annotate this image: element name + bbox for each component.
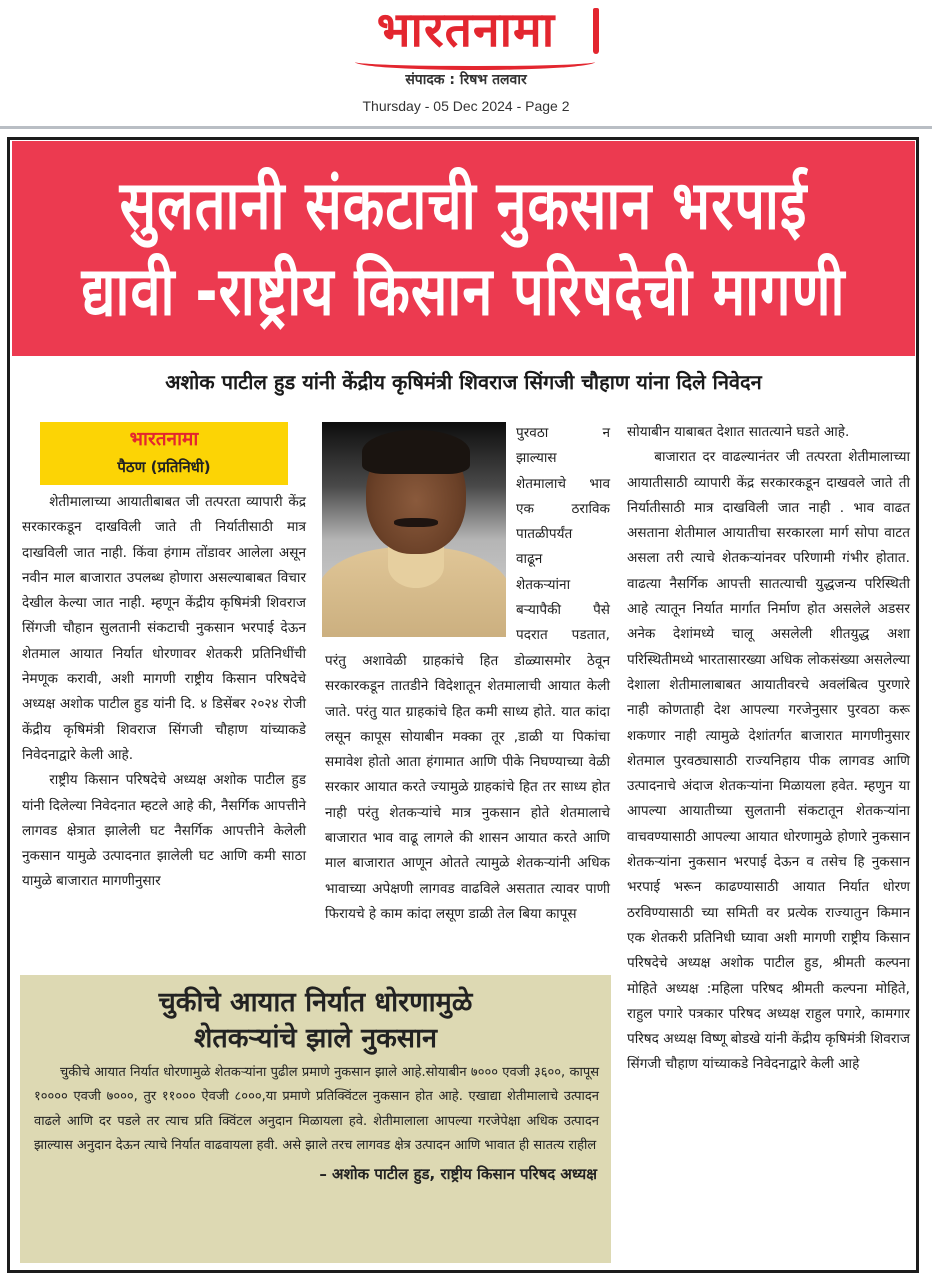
editor-line: संपादक : रिषभ तलवार [405, 72, 527, 88]
headline-line-1: सुलतानी संकटाची नुकसान भरपाई [119, 165, 808, 245]
box-title [20, 985, 611, 1057]
paragraph: परंतु अशावेळी ग्राहकांचे हित डोळ्यासमोर ठेवून सरकारकडून तातडीने विदेशातून शेतमालाची आयात केली जाते. परंतु यात ग्राहकांचे हित कमी साध्य होते. यात कांदा लसून कापूस सोयाबीन मक्का तूर ,डाळी या पिकांचा समावेश होतो आता हंगामात आणि पीके निघण्याच्या वेळी सरकार आयात करते ज्यामुळे ग्राहकांचे हित तर साध्य होत नाही परंतु शेतकऱ्यांचे मात्र नुकसान होते शेतमालाचे बाजारात भाव वाढू लागले की शासन आयात करते आणि माल बाजारात आणून ओतते त्यामुळे शेतकऱ्यांनी अधिक भावाच्या अपेक्षणी लागवड वाढविले असतात त्यावर पाणी फिरायचे हे काम कांदा लसूण डाळी तेल बिया कापूस [325, 653, 610, 922]
article-column-2 [325, 649, 610, 927]
box-title-line-2: शेतकऱ्यांचे झाले नुकसान [193, 1023, 438, 1054]
photo-hair [362, 430, 470, 474]
paragraph: शेतीमालाच्या आयातीबाबत जी तत्परता व्यापारी केंद्र सरकारकडून दाखविली जाते ती निर्यातीसाठी मात्र दाखविली जात नाही. किंवा हंगाम तोंडावर आलेला असून नवीन माल बाजारात उपलब्ध होणारा असल्याबाबत विचार देखील केल्या जात नाही. म्हणून केंद्रीय कृषिमंत्री शिवराज सिंगजी चौहान सुलतानी संकटाची नुकसान भरपाई देऊन शेतमाल आयात निर्यात धोरणावर शेतकरी प्रतिनिधींची नेमणूक करावी, अशी मागणी राष्ट्रीय किसान परिषदेचे अध्यक्ष अशोक पाटील हुड यांनी दि. ४ डिसेंबर २०२४ रोजी केंद्रीय कृषिमंत्री शिवराज सिंगजी चौहाण यांच्याकडे निवेदनाद्वारे केली आहे. [22, 494, 306, 763]
paragraph: सोयाबीन याबाबत देशात सातत्याने घडते आहे. [627, 424, 850, 440]
box-body [34, 1061, 599, 1158]
dateline-logo: भारतनामा [129, 428, 199, 450]
person-photo [322, 422, 506, 637]
masthead-logo: भारतनामा [376, 2, 556, 58]
header-divider [0, 126, 932, 129]
date-page-line: Thursday - 05 Dec 2024 - Page 2 [362, 98, 570, 114]
text-line: बऱ्यापैकी पैसे [516, 602, 610, 619]
subheadline: अशोक पाटील हुड यांनी केंद्रीय कृषिमंत्री शिवराज सिंगजी चौहाण यांना दिले निवेदन [165, 370, 762, 394]
text-line: पातळीपर्यंत [516, 526, 573, 543]
article-column-1 [22, 490, 306, 895]
text-line: पुरवठा न [516, 425, 610, 441]
article-column-2-wrap [516, 421, 610, 649]
text-line: पदरात पडतात, [516, 627, 610, 644]
box-signoff: – अशोक पाटील हुड, राष्ट्रीय किसान परिषद अध्यक्ष [319, 1165, 597, 1184]
headline-line-2: द्यावी -राष्ट्रीय किसान परिषदेची मागणी [81, 251, 846, 331]
photo-mustache [394, 518, 438, 527]
paragraph: चुकीचे आयात निर्यात धोरणामुळे शेतकऱ्यांना पुढील प्रमाणे नुकसान झाले आहे.सोयाबीन ७००० एवजी ३६००, कापूस १०००० एवजी ७०००, तुर ११००० ऐवजी ८०००,या प्रमाणे प्रतिक्विंटल नुकसान होत आहे. एखाद्या शेतीमालाचे उत्पादन वाढले आणि दर पडले तर त्याच प्रति क्विंटल अनुदान मिळायला हवे. शेतीमालाला आपल्या गरजेपेक्षा अधिक उत्पादन झाल्यास अनुदान देऊन त्याचे निर्यात वाढवायला हवी. असे झाले तरच लागवड क्षेत्र उत्पादन आणि भावात ही सातत्य राहील [34, 1065, 599, 1153]
highlight-box [20, 975, 611, 1263]
dateline-text: पैठण (प्रतिनिधी) [117, 458, 211, 476]
dateline-box [40, 422, 288, 485]
text-line: वाढून [516, 551, 543, 568]
pen-nib-icon [593, 8, 599, 54]
paragraph: बाजारात दर वाढल्यानंतर जी तत्परता शेतीमालाच्या आयातीसाठी व्यापारी केंद्र सरकारकडून दाखवले जाते ती निर्यातीसाठी मात्र दाखविली जात नाही . भाव वाढत असताना शेतीमाल आयातीचा सरकारला मार्ग सोपा वाटत असला तरी त्याचे शेतकऱ्यांनवर परिणामी गंभीर होतात. वाढत्या नैसर्गिक आपत्ती सातत्याची युद्धजन्य परिस्थिती आहे त्यातून निर्यात मार्गात निर्माण होत असलेले अडसर अनेक देशांमध्ये चालू असलेली शीतयुद्ध अशा परिस्थितीमध्ये भारतासारख्या अधिक लोकसंख्या असलेल्या देशाला शेतीमालाबाबत आयातीवरचे अवलंबित्व पुरणारे नाही कोणताही देश आपल्या गरजेनुसार पुरवठा करू शकणार नाही त्यामुळे देशांतर्गत बाजारात मागणीनुसार शेतमाल पुरवठ्यासाठी राज्यनिहाय पीक लागवड आणि उत्पादनाचे अंदाज शेतकऱ्यांना मिळायला हवेत. म्हणुन या आपल्या आयातीच्या सुलतानी संकटातून शेतकऱ्यांना वाचवण्यासाठी आपल्या आयात धोरणामुळे होणारे नुकसान शेतकऱ्यांना नुकसान भरपाई देऊन व तसेच हि नुकसान भरपाई भरून काढण्यासाठी आयात निर्यात धोरण ठरविण्यासाठी च्या समिती वर प्रत्येक राज्यातुन किमान एक शेतकरी प्रतिनिधी घ्यावा अशी मागणी राष्ट्रीय किसान परिषदेचे अध्यक्ष अशोक पाटील हुड, श्रीमती कल्पना मोहिते अध्यक्ष :महिला परिषद श्रीमती कल्पना मोहिते, राहुल पगारे पत्रकार परिषद अध्यक्ष राहुल पगारे, कामगार परिषद अध्यक्ष विष्णू बोडखे यांनी केंद्रीय कृषिमंत्री शिवराज सिंगजी चौहाण यांच्याकडे निवेदनाद्वारे केली आहे [627, 449, 910, 1073]
box-title-line-1: चुकीचे आयात निर्यात धोरणामुळे [158, 987, 473, 1018]
headline-banner [12, 141, 915, 356]
logo-swoosh-decoration [355, 54, 595, 70]
text-line: शेतकऱ्यांना [516, 576, 571, 593]
text-line: एक ठराविक [516, 500, 610, 517]
article-column-3 [627, 420, 910, 1078]
text-line: शेतमालाचे भाव [516, 475, 610, 492]
paragraph: राष्ट्रीय किसान परिषदेचे अध्यक्ष अशोक पाटील हुड यांनी दिलेल्या निवेदनात म्हटले आहे की, नैसर्गिक आपत्तीने लागवड क्षेत्रात झालेली घट नैसर्गिक आपत्तीने केलेली नुकसान यामुळे उत्पादनात झालेली घट आणि कमी साठा यामुळे बाजारात मागणीनुसार [22, 772, 306, 890]
text-line: झाल्यास [516, 450, 557, 467]
